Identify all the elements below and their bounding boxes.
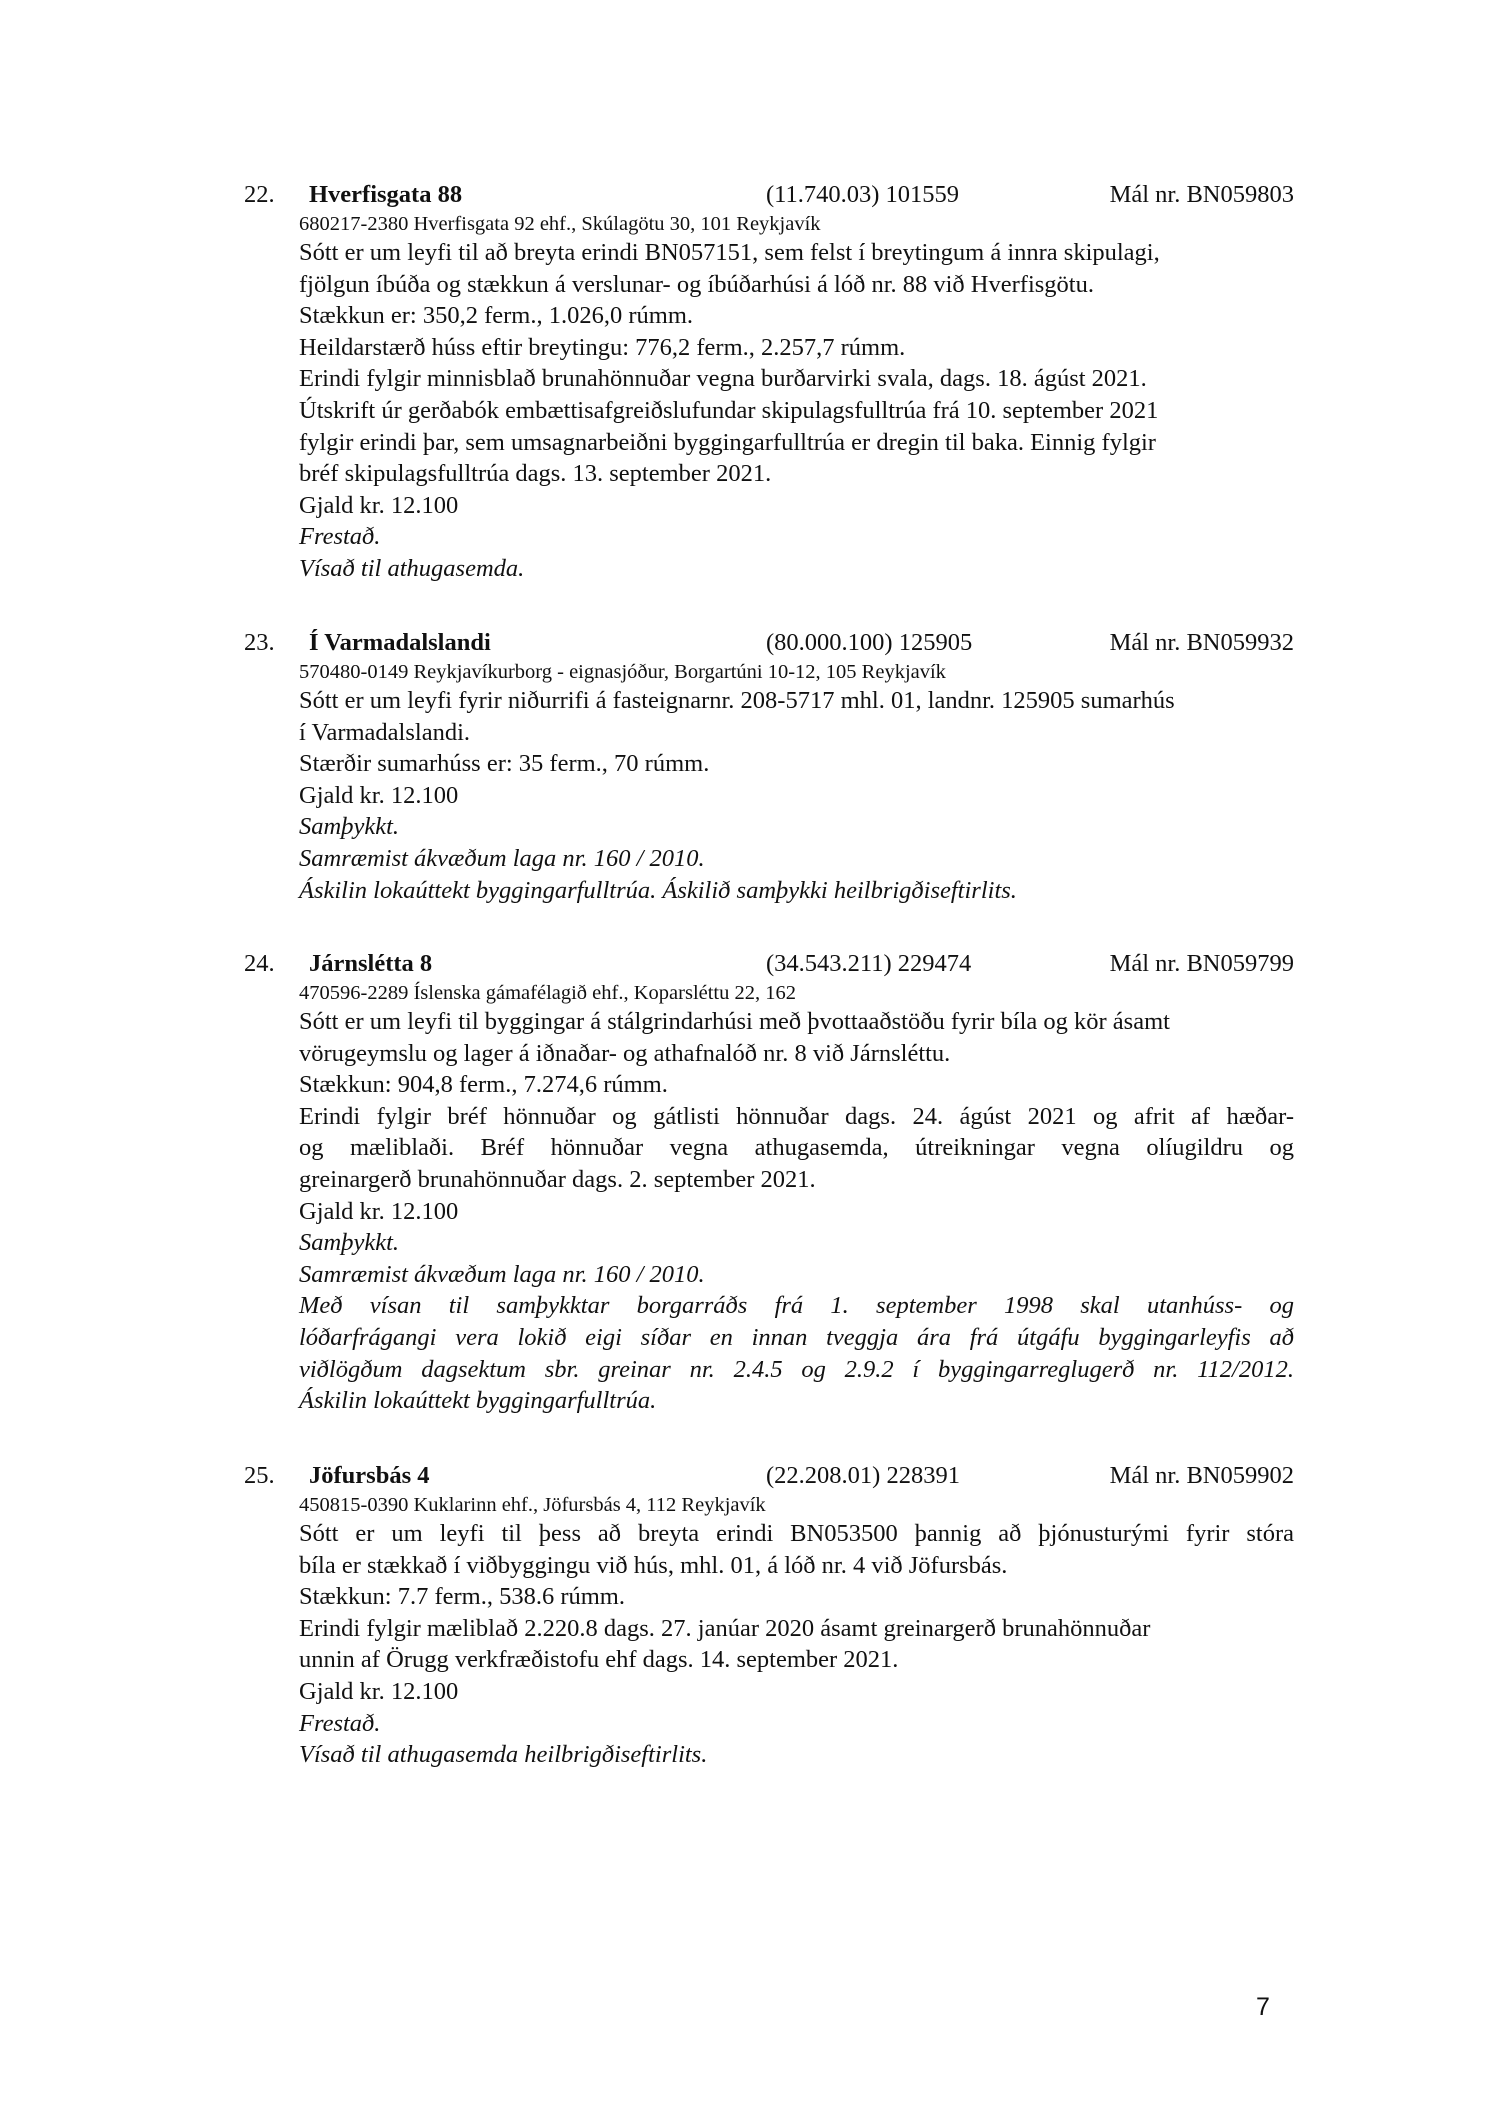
entry-22 bbox=[244, 179, 1294, 585]
body-line: í Varmadalslandi. bbox=[299, 718, 471, 746]
entry-body bbox=[299, 685, 1294, 906]
decision-line: Áskilin lokaúttekt byggingarfulltrúa. bbox=[299, 1387, 657, 1415]
entry-case-number: Mál nr. BN059799 bbox=[1109, 950, 1294, 977]
body-line: Erindi fylgir minnisblað brunahönnuðar vegna burðarvirki svala, dags. 18. ágúst 2021. bbox=[299, 365, 1147, 393]
body-line: og mæliblaði. Bréf hönnuðar vegna athugasemda, útreikningar vegna olíugildru og bbox=[299, 1134, 1294, 1162]
body-line: greinargerð brunahönnuðar dags. 2. september 2021. bbox=[299, 1165, 816, 1193]
body-line: Stækkun: 7.7 ferm., 538.6 rúmm. bbox=[299, 1583, 625, 1611]
body-line: Heildarstærð húss eftir breytingu: 776,2 ferm., 2.257,7 rúmm. bbox=[299, 333, 906, 361]
fee-line: Gjald kr. 12.100 bbox=[299, 1197, 459, 1225]
body-line: unnin af Örugg verkfræðistofu ehf dags. 14. september 2021. bbox=[299, 1646, 899, 1674]
body-line: Útskrift úr gerðabók embættisafgreiðslufundar skipulagsfulltrúa frá 10. september 2021 bbox=[299, 396, 1159, 424]
entry-header bbox=[244, 179, 1294, 211]
entry-number: 23. bbox=[244, 629, 275, 656]
body-line: Sótt er um leyfi fyrir niðurrifi á fasteignarnr. 208-5717 mhl. 01, landnr. 125905 sumarhús bbox=[299, 687, 1175, 714]
entry-reference: (80.000.100) 125905 bbox=[766, 629, 973, 656]
body-line: bréf skipulagsfulltrúa dags. 13. september 2021. bbox=[299, 460, 772, 488]
entry-number: 22. bbox=[244, 181, 275, 208]
entry-case-number: Mál nr. BN059803 bbox=[1109, 181, 1294, 208]
body-line: vörugeymslu og lager á iðnaðar- og athafnalóð nr. 8 við Járnsléttu. bbox=[299, 1039, 951, 1067]
body-line: Stærðir sumarhúss er: 35 ferm., 70 rúmm. bbox=[299, 750, 710, 778]
entry-address: Jöfursbás 4 bbox=[309, 1462, 430, 1489]
decision-line: Samræmist ákvæðum laga nr. 160 / 2010. bbox=[299, 844, 705, 872]
entry-header bbox=[244, 1460, 1294, 1492]
body-line: Erindi fylgir bréf hönnuðar og gátlisti hönnuðar dags. 24. ágúst 2021 og afrit af hæðar- bbox=[299, 1102, 1294, 1130]
page-number: 7 bbox=[1256, 1993, 1270, 2021]
body-line: Stækkun er: 350,2 ferm., 1.026,0 rúmm. bbox=[299, 302, 694, 330]
body-line: Sótt er um leyfi til byggingar á stálgrindarhúsi með þvottaaðstöðu fyrir bíla og kör ásamt bbox=[299, 1008, 1170, 1035]
entry-number: 25. bbox=[244, 1462, 275, 1489]
entry-header bbox=[244, 627, 1294, 659]
entry-body bbox=[299, 1006, 1294, 1417]
entry-23 bbox=[244, 627, 1294, 906]
decision-line: Samþykkt. bbox=[299, 1229, 399, 1257]
entry-owner: 570480-0149 Reykjavíkurborg - eignasjóður, Borgartúni 10-12, 105 Reykjavík bbox=[299, 661, 946, 683]
decision-line: Samræmist ákvæðum laga nr. 160 / 2010. bbox=[299, 1260, 705, 1288]
entry-reference: (34.543.211) 229474 bbox=[766, 950, 972, 977]
body-line: fylgir erindi þar, sem umsagnarbeiðni byggingarfulltrúa er dregin til baka. Einnig fylgir bbox=[299, 428, 1156, 456]
entry-address: Í Varmadalslandi bbox=[309, 629, 491, 656]
body-line: Stækkun: 904,8 ferm., 7.274,6 rúmm. bbox=[299, 1071, 668, 1099]
entry-reference: (11.740.03) 101559 bbox=[766, 181, 960, 208]
entry-reference: (22.208.01) 228391 bbox=[766, 1462, 960, 1489]
fee-line: Gjald kr. 12.100 bbox=[299, 491, 459, 519]
decision-line: Vísað til athugasemda. bbox=[299, 554, 525, 582]
entry-number: 24. bbox=[244, 950, 275, 977]
entry-address: Járnslétta 8 bbox=[309, 950, 433, 977]
decision-line: Samþykkt. bbox=[299, 813, 399, 841]
entry-address: Hverfisgata 88 bbox=[309, 181, 463, 208]
entry-24 bbox=[244, 948, 1294, 1417]
entry-body bbox=[299, 237, 1294, 585]
entry-owner: 470596-2289 Íslenska gámafélagið ehf., Koparsléttu 22, 162 bbox=[299, 982, 797, 1004]
decision-line: Áskilin lokaúttekt byggingarfulltrúa. Áskilið samþykki heilbrigðiseftirlits. bbox=[299, 876, 1017, 904]
fee-line: Gjald kr. 12.100 bbox=[299, 1677, 459, 1705]
decision-line: lóðarfrágangi vera lokið eigi síðar en innan tveggja ára frá útgáfu byggingarleyfis að bbox=[299, 1323, 1294, 1351]
decision-line: viðlögðum dagsektum sbr. greinar nr. 2.4.5 og 2.9.2 í byggingarreglugerð nr. 112/2012. bbox=[299, 1355, 1294, 1383]
entry-body bbox=[299, 1518, 1294, 1771]
fee-line: Gjald kr. 12.100 bbox=[299, 781, 459, 809]
decision-line: Frestað. bbox=[299, 523, 381, 551]
body-line: Sótt er um leyfi til þess að breyta erindi BN053500 þannig að þjónusturými fyrir stóra bbox=[299, 1520, 1294, 1547]
entry-owner: 450815-0390 Kuklarinn ehf., Jöfursbás 4, 112 Reykjavík bbox=[299, 1494, 766, 1516]
entry-header bbox=[244, 948, 1294, 980]
body-line: bíla er stækkað í viðbyggingu við hús, mhl. 01, á lóð nr. 4 við Jöfursbás. bbox=[299, 1551, 1008, 1579]
entry-case-number: Mál nr. BN059932 bbox=[1109, 629, 1294, 656]
entry-25 bbox=[244, 1460, 1294, 1771]
body-line: Sótt er um leyfi til að breyta erindi BN057151, sem felst í breytingum á innra skipulagi, bbox=[299, 239, 1160, 266]
entry-case-number: Mál nr. BN059902 bbox=[1109, 1462, 1294, 1489]
body-line: fjölgun íbúða og stækkun á verslunar- og íbúðarhúsi á lóð nr. 88 við Hverfisgötu. bbox=[299, 270, 1094, 298]
entry-owner: 680217-2380 Hverfisgata 92 ehf., Skúlagötu 30, 101 Reykjavík bbox=[299, 213, 821, 235]
decision-line: Frestað. bbox=[299, 1709, 381, 1737]
body-line: Erindi fylgir mæliblað 2.220.8 dags. 27. janúar 2020 ásamt greinargerð brunahönnuðar bbox=[299, 1614, 1151, 1642]
decision-line: Með vísan til samþykktar borgarráðs frá 1. september 1998 skal utanhúss- og bbox=[299, 1292, 1294, 1320]
decision-line: Vísað til athugasemda heilbrigðiseftirlits. bbox=[299, 1741, 708, 1769]
